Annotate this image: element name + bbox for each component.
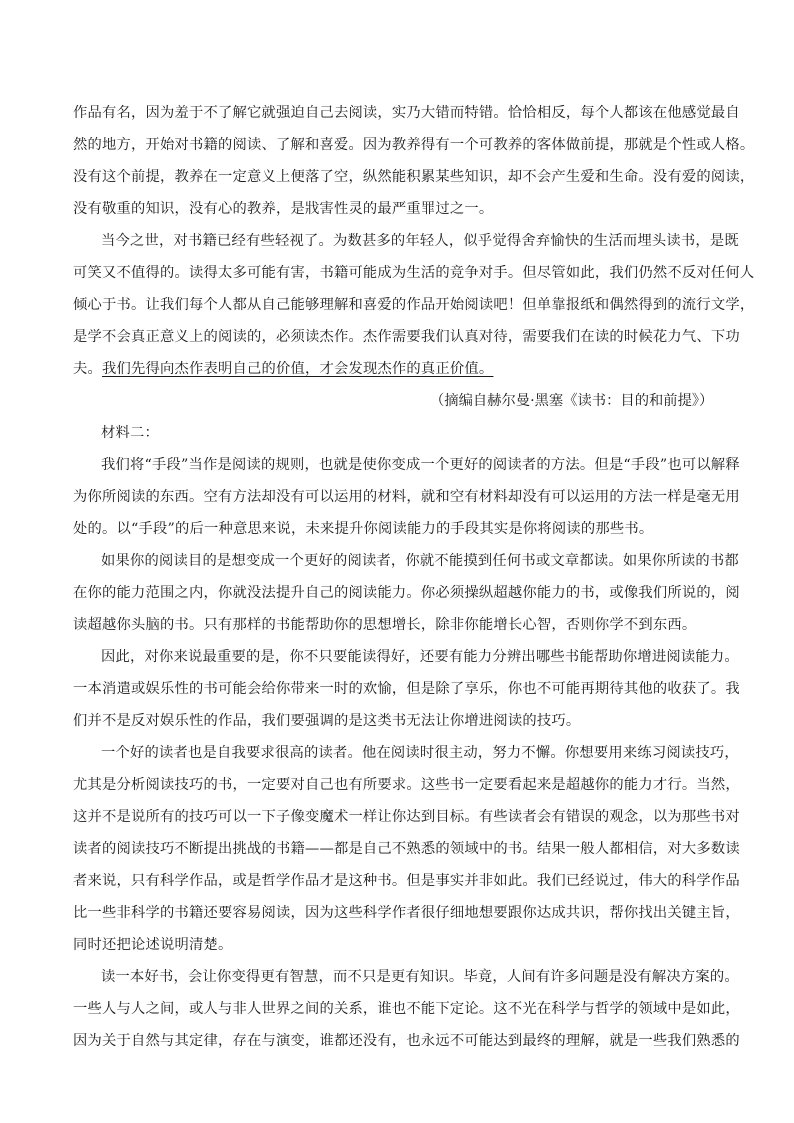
paragraph-line: 一本消遣或娱乐性的书可能会给你带来一时的欢愉，但是除了享乐，你也不可能再期待其他的收获了。我	[73, 681, 740, 697]
paragraph-line: 一些人与人之间，或人与非人世界之间的关系，谁也不能下定论。这不光在科学与哲学的领域中是如此，	[73, 1001, 740, 1017]
paragraph-line: 因此，对你来说最重要的是，你不只要能读得好，还要有能力分辨出哪些书能帮助你增进阅读能力。	[101, 649, 739, 665]
paragraph-line: 们并不是反对娱乐性的作品，我们要强调的是这类书无法让你增进阅读的技巧。	[73, 713, 581, 729]
paragraph-line: 因为关于自然与其定律，存在与演变，谁都还没有，也永远不可能达到最终的理解，就是一些我们熟悉的	[73, 1033, 740, 1049]
paragraph-line: 当今之世，对书籍已经有些轻视了。为数甚多的年轻人，似乎觉得舍弃愉快的生活而埋头读书，是既	[101, 233, 739, 249]
paragraph-line: 没有敬重的知识，没有心的教养，是戕害性灵的最严重罪过之一。	[73, 201, 494, 217]
paragraph-line: 读超越你头脑的书。只有那样的书能帮助你的思想增长，除非你能增长心智，否则你学不到东西。	[73, 617, 697, 633]
paragraph-line: 读者的阅读技巧不断提出挑战的书籍——都是自己不熟悉的领域中的书。结果一般人都相信，对大多数读	[73, 841, 740, 857]
source-citation: （摘编自赫尔曼·黑塞《读书：目的和前提》）	[430, 393, 714, 409]
paragraph-line: 是学不会真正意义上的阅读的，必须读杰作。杰作需要我们认真对待，需要我们在读的时候花力气、下功	[73, 329, 740, 345]
paragraph-line: 一个好的读者也是自我要求很高的读者。他在阅读时很主动，努力不懈。你想要用来练习阅读技巧，	[101, 745, 739, 761]
paragraph-line: 处的。以“手段”的后一种意思来说，未来提升你阅读能力的手段其实是你将阅读的那些书。	[73, 521, 654, 537]
paragraph-line: 如果你的阅读目的是想变成一个更好的阅读者，你就不能摸到任何书或文章都读。如果你所读的书都	[101, 553, 739, 569]
paragraph-line: 同时还把论述说明清楚。	[73, 937, 233, 953]
paragraph-line: 我们将“手段”当作是阅读的规则，也就是使你变成一个更好的阅读者的方法。但是“手段”也可以解释	[101, 457, 740, 473]
paragraph-text: 夫。	[73, 361, 102, 377]
section-heading: 材料二：	[101, 425, 159, 441]
paragraph-line: 在你的能力范围之内，你就没法提升自己的阅读能力。你必须操纵超越你能力的书，或像我们所说的，阅	[73, 585, 740, 601]
paragraph-line: 为你所阅读的东西。空有方法却没有可以运用的材料，就和空有材料却没有可以运用的方法一样是毫无用	[73, 489, 740, 505]
paragraph-line: 倾心于书。让我们每个人都从自己能够理解和喜爱的作品开始阅读吧！但单靠报纸和偶然得到的流行文学，	[73, 297, 755, 313]
paragraph-line: 读一本好书，会让你变得更有智慧，而不只是更有知识。毕竟，人间有许多问题是没有解决方案的。	[101, 969, 739, 985]
paragraph-line	[73, 359, 493, 379]
paragraph-line: 这并不是说所有的技巧可以一下子像变魔术一样让你达到目标。有些读者会有错误的观念，以为那些书对	[73, 809, 740, 825]
paragraph-line: 没有这个前提，教养在一定意义上便落了空，纵然能积累某些知识，却不会产生爱和生命。没有爱的阅读，	[73, 169, 755, 185]
paragraph-line: 比一些非科学的书籍还要容易阅读，因为这些科学作者很仔细地想要跟你达成共识，帮你找出关键主旨，	[73, 905, 740, 921]
paragraph-line: 尤其是分析阅读技巧的书，一定要对自己也有所要求。这些书一定要看起来是超越你的能力才行。当然，	[73, 777, 740, 793]
paragraph-line: 作品有名，因为羞于不了解它就强迫自己去阅读，实乃大错而特错。恰恰相反，每个人都该在他感觉最自	[73, 105, 740, 121]
paragraph-line: 可笑又不值得的。读得太多可能有害，书籍可能成为生活的竞争对手。但尽管如此，我们仍然不反对任何人	[73, 265, 755, 281]
paragraph-line: 然的地方，开始对书籍的阅读、了解和喜爱。因为教养得有一个可教养的客体做前提，那就是个性或人格。	[73, 137, 755, 153]
paragraph-line: 者来说，只有科学作品，或是哲学作品才是这种书。但是事实并非如此。我们已经说过，伟大的科学作品	[73, 873, 740, 889]
underlined-sentence: 我们先得向杰作表明自己的价值，才会发现杰作的真正价值。	[102, 361, 494, 377]
